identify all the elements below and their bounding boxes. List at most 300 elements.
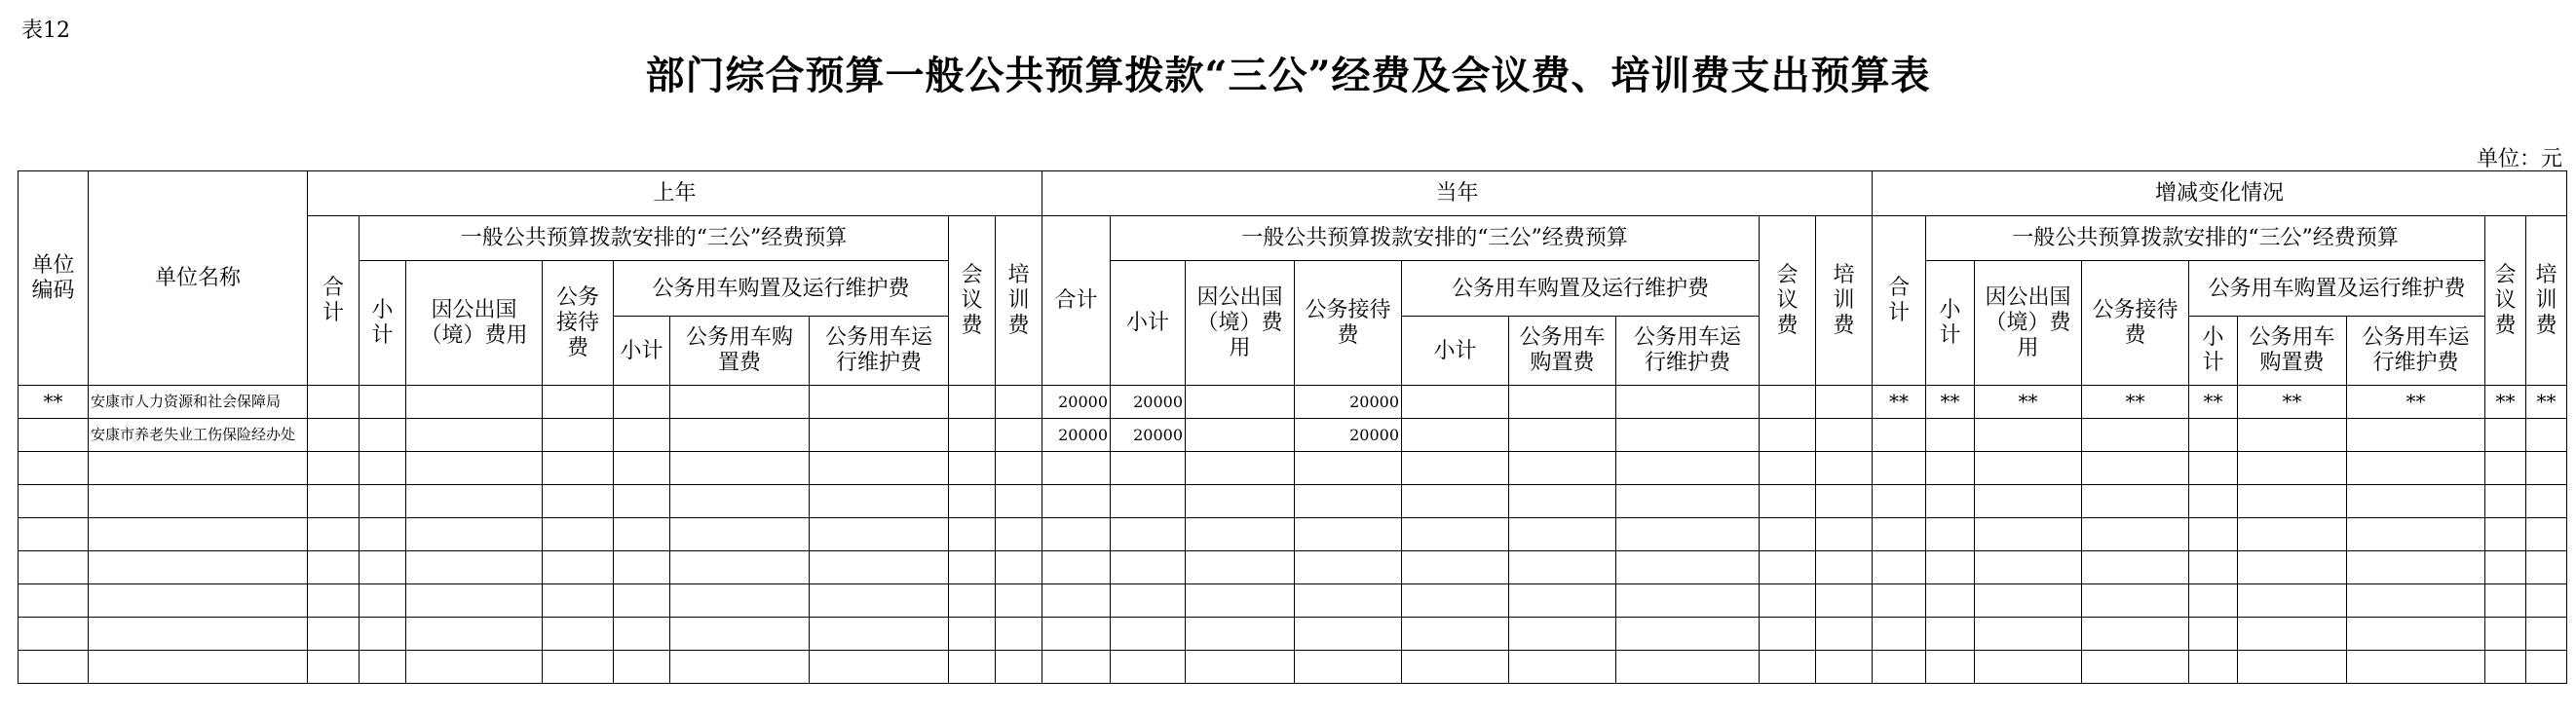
empty-cell	[543, 551, 614, 584]
empty-cell	[2526, 584, 2567, 618]
header-prev-meeting: 会 议 费	[949, 216, 996, 386]
empty-cell	[360, 452, 406, 485]
empty-cell	[406, 618, 543, 651]
empty-cell	[1186, 651, 1295, 684]
empty-cell	[1295, 584, 1402, 618]
empty-cell	[614, 485, 670, 518]
table-cell: **	[1873, 386, 1926, 419]
empty-cell	[308, 518, 360, 551]
empty-cell	[2485, 452, 2526, 485]
header-change-reception: 公务接待 费	[2082, 261, 2189, 386]
empty-cell	[1186, 584, 1295, 618]
empty-cell	[949, 651, 996, 684]
empty-cell	[810, 518, 949, 551]
header-prev-vehicle-operation: 公务用车运 行维护费	[810, 317, 949, 386]
empty-cell	[1760, 651, 1816, 684]
empty-cell	[1186, 518, 1295, 551]
empty-cell	[89, 584, 308, 618]
empty-cell	[1616, 485, 1760, 518]
empty-cell	[670, 551, 810, 584]
header-prev-reception: 公务 接待 费	[543, 261, 614, 386]
empty-cell	[1111, 618, 1186, 651]
empty-cell	[949, 551, 996, 584]
empty-cell	[996, 485, 1042, 518]
empty-cell	[614, 584, 670, 618]
empty-cell	[1111, 584, 1186, 618]
empty-cell	[1975, 452, 2082, 485]
empty-cell	[1873, 651, 1926, 684]
empty-cell	[1509, 518, 1616, 551]
empty-cell	[614, 518, 670, 551]
empty-cell	[1402, 518, 1509, 551]
table-cell	[308, 386, 360, 419]
empty-row	[19, 551, 2567, 584]
header-curr-subtotal: 小计	[1111, 261, 1186, 386]
empty-cell	[360, 518, 406, 551]
empty-cell	[996, 452, 1042, 485]
header-row-2	[19, 216, 2567, 261]
empty-cell	[360, 618, 406, 651]
empty-cell	[949, 485, 996, 518]
header-curr-total: 合计	[1042, 216, 1111, 386]
empty-cell	[89, 518, 308, 551]
empty-cell	[2189, 452, 2238, 485]
empty-cell	[670, 618, 810, 651]
empty-cell	[406, 651, 543, 684]
empty-cell	[2189, 651, 2238, 684]
empty-cell	[308, 485, 360, 518]
empty-cell	[1042, 551, 1111, 584]
empty-cell	[2526, 452, 2567, 485]
table-cell	[614, 386, 670, 419]
empty-cell	[543, 485, 614, 518]
empty-cell	[1816, 584, 1873, 618]
empty-cell	[1402, 551, 1509, 584]
table-cell	[2526, 419, 2567, 452]
empty-cell	[1186, 452, 1295, 485]
empty-cell	[1295, 618, 1402, 651]
empty-cell	[614, 651, 670, 684]
empty-cell	[543, 651, 614, 684]
empty-cell	[1616, 518, 1760, 551]
table-cell: 20000	[1042, 419, 1111, 452]
empty-cell	[360, 584, 406, 618]
header-curr-year: 当年	[1042, 171, 1873, 216]
empty-cell	[1295, 452, 1402, 485]
table-cell	[1816, 386, 1873, 419]
empty-cell	[360, 651, 406, 684]
empty-cell	[1926, 651, 1975, 684]
empty-cell	[308, 551, 360, 584]
header-change-vehicle-purchase: 公务用车 购置费	[2238, 317, 2347, 386]
empty-cell	[810, 551, 949, 584]
empty-cell	[996, 618, 1042, 651]
empty-cell	[2347, 651, 2485, 684]
empty-cell	[2485, 485, 2526, 518]
empty-cell	[2082, 518, 2189, 551]
table-body	[19, 386, 2567, 684]
empty-cell	[1926, 485, 1975, 518]
empty-cell	[308, 618, 360, 651]
empty-cell	[2189, 518, 2238, 551]
empty-cell	[1509, 452, 1616, 485]
empty-cell	[308, 651, 360, 684]
empty-cell	[1760, 551, 1816, 584]
table-cell	[1760, 419, 1816, 452]
header-curr-abroad: 因公出国 （境）费 用	[1186, 261, 1295, 386]
empty-cell	[1509, 551, 1616, 584]
empty-cell	[1186, 618, 1295, 651]
empty-cell	[1402, 651, 1509, 684]
empty-cell	[1926, 518, 1975, 551]
empty-cell	[2485, 618, 2526, 651]
empty-cell	[2189, 551, 2238, 584]
empty-cell	[1873, 584, 1926, 618]
empty-cell	[1295, 518, 1402, 551]
empty-cell	[810, 618, 949, 651]
empty-cell	[19, 584, 89, 618]
empty-cell	[1402, 452, 1509, 485]
empty-cell	[2347, 485, 2485, 518]
empty-cell	[1616, 618, 1760, 651]
empty-cell	[2347, 452, 2485, 485]
empty-cell	[19, 618, 89, 651]
empty-cell	[2238, 618, 2347, 651]
empty-cell	[810, 651, 949, 684]
table-cell: **	[2082, 386, 2189, 419]
table-row	[19, 419, 2567, 452]
empty-cell	[1926, 618, 1975, 651]
empty-cell	[19, 651, 89, 684]
empty-cell	[1975, 518, 2082, 551]
empty-cell	[670, 518, 810, 551]
empty-cell	[1975, 584, 2082, 618]
empty-cell	[670, 584, 810, 618]
empty-cell	[2189, 618, 2238, 651]
empty-cell	[614, 551, 670, 584]
unit-code-cell	[19, 419, 89, 452]
empty-cell	[360, 551, 406, 584]
table-number: 表12	[21, 19, 70, 43]
empty-cell	[2347, 618, 2485, 651]
empty-cell	[2238, 651, 2347, 684]
empty-cell	[614, 452, 670, 485]
empty-cell	[1873, 518, 1926, 551]
header-prev-year: 上年	[308, 171, 1042, 216]
table-row	[19, 386, 2567, 419]
header-change-vehicle: 公务用车购置及运行维护费	[2189, 261, 2485, 317]
empty-cell	[949, 618, 996, 651]
empty-cell	[1295, 485, 1402, 518]
table-cell: **	[2526, 386, 2567, 419]
header-prev-training: 培 训 费	[996, 216, 1042, 386]
empty-cell	[19, 518, 89, 551]
empty-cell	[89, 452, 308, 485]
empty-cell	[19, 452, 89, 485]
header-change: 增减变化情况	[1873, 171, 2567, 216]
header-unit-code: 单位 编码	[19, 171, 89, 386]
empty-cell	[670, 651, 810, 684]
empty-cell	[1186, 485, 1295, 518]
empty-cell	[1816, 618, 1873, 651]
header-curr-reception: 公务接待 费	[1295, 261, 1402, 386]
empty-row	[19, 618, 2567, 651]
empty-cell	[810, 485, 949, 518]
empty-cell	[1111, 651, 1186, 684]
empty-cell	[1760, 584, 1816, 618]
empty-cell	[2082, 551, 2189, 584]
empty-cell	[1926, 551, 1975, 584]
header-prev-vehicle-subtotal: 小计	[614, 317, 670, 386]
header-curr-vehicle-purchase: 公务用车 购置费	[1509, 317, 1616, 386]
table-cell: 20000	[1042, 386, 1111, 419]
empty-cell	[89, 618, 308, 651]
header-row-3	[19, 261, 2567, 317]
empty-cell	[2526, 618, 2567, 651]
empty-cell	[2082, 452, 2189, 485]
empty-cell	[308, 452, 360, 485]
empty-cell	[1926, 452, 1975, 485]
empty-cell	[1873, 551, 1926, 584]
empty-cell	[1873, 452, 1926, 485]
empty-cell	[1926, 584, 1975, 618]
empty-cell	[1873, 618, 1926, 651]
empty-cell	[996, 518, 1042, 551]
empty-cell	[308, 584, 360, 618]
empty-row	[19, 651, 2567, 684]
table-cell: **	[2485, 386, 2526, 419]
empty-cell	[2526, 551, 2567, 584]
empty-cell	[2526, 518, 2567, 551]
table-cell	[2238, 419, 2347, 452]
empty-cell	[1042, 485, 1111, 518]
empty-cell	[2189, 584, 2238, 618]
table-cell	[406, 386, 543, 419]
empty-cell	[406, 551, 543, 584]
table-cell: **	[2238, 386, 2347, 419]
table-cell	[949, 386, 996, 419]
table-cell	[543, 386, 614, 419]
empty-cell	[614, 618, 670, 651]
unit-label: 单位：元	[2476, 147, 2562, 171]
empty-cell	[2238, 551, 2347, 584]
empty-cell	[19, 551, 89, 584]
empty-row	[19, 452, 2567, 485]
header-curr-training: 培 训 费	[1816, 216, 1873, 386]
empty-cell	[2485, 518, 2526, 551]
empty-cell	[1509, 584, 1616, 618]
empty-cell	[2238, 584, 2347, 618]
empty-cell	[2485, 651, 2526, 684]
table-cell: **	[1926, 386, 1975, 419]
empty-cell	[810, 584, 949, 618]
unit-name-cell: 安康市人力资源和社会保障局	[89, 386, 308, 419]
empty-cell	[2526, 485, 2567, 518]
header-prev-three-public: 一般公共预算拨款安排的“三公”经费预算	[360, 216, 949, 261]
empty-cell	[2347, 584, 2485, 618]
empty-cell	[1111, 452, 1186, 485]
empty-cell	[670, 452, 810, 485]
unit-code-cell: **	[19, 386, 89, 419]
empty-cell	[2082, 618, 2189, 651]
empty-cell	[1042, 618, 1111, 651]
empty-cell	[2238, 485, 2347, 518]
table-cell	[1509, 386, 1616, 419]
empty-cell	[2082, 651, 2189, 684]
empty-cell	[1042, 584, 1111, 618]
empty-cell	[1402, 618, 1509, 651]
empty-cell	[1816, 485, 1873, 518]
empty-cell	[949, 584, 996, 618]
empty-cell	[89, 651, 308, 684]
empty-cell	[89, 551, 308, 584]
empty-cell	[949, 452, 996, 485]
empty-cell	[19, 485, 89, 518]
empty-cell	[2238, 518, 2347, 551]
empty-cell	[1616, 452, 1760, 485]
empty-cell	[2347, 551, 2485, 584]
empty-cell	[1816, 452, 1873, 485]
empty-cell	[1186, 551, 1295, 584]
table-cell	[1926, 419, 1975, 452]
header-curr-vehicle-operation: 公务用车运 行维护费	[1616, 317, 1760, 386]
table-cell	[670, 419, 810, 452]
empty-cell	[1042, 651, 1111, 684]
empty-cell	[1111, 485, 1186, 518]
header-prev-abroad: 因公出国 （境）费用	[406, 261, 543, 386]
header-prev-vehicle-purchase: 公务用车购 置费	[670, 317, 810, 386]
table-cell: 20000	[1295, 386, 1402, 419]
empty-row	[19, 518, 2567, 551]
table-cell	[2485, 419, 2526, 452]
empty-cell	[1616, 584, 1760, 618]
empty-cell	[1975, 485, 2082, 518]
empty-cell	[996, 551, 1042, 584]
empty-cell	[1975, 551, 2082, 584]
empty-cell	[1616, 551, 1760, 584]
table-cell	[1873, 419, 1926, 452]
empty-cell	[543, 518, 614, 551]
empty-cell	[1760, 618, 1816, 651]
table-cell	[543, 419, 614, 452]
table-cell	[360, 386, 406, 419]
unit-name-cell: 安康市养老失业工伤保险经办处	[89, 419, 308, 452]
table-cell: 20000	[1111, 386, 1186, 419]
table-cell	[1186, 419, 1295, 452]
empty-cell	[89, 485, 308, 518]
empty-cell	[1760, 452, 1816, 485]
header-change-subtotal: 小 计	[1926, 261, 1975, 386]
table-cell	[1975, 419, 2082, 452]
header-curr-meeting: 会 议 费	[1760, 216, 1816, 386]
header-change-abroad: 因公出国 （境）费 用	[1975, 261, 2082, 386]
empty-cell	[543, 452, 614, 485]
empty-cell	[406, 452, 543, 485]
empty-cell	[1760, 485, 1816, 518]
table-cell	[1760, 386, 1816, 419]
header-change-three-public: 一般公共预算拨款安排的“三公”经费预算	[1926, 216, 2485, 261]
empty-cell	[1042, 452, 1111, 485]
empty-cell	[2526, 651, 2567, 684]
empty-cell	[996, 651, 1042, 684]
empty-cell	[543, 584, 614, 618]
table-cell	[1816, 419, 1873, 452]
header-unit-name: 单位名称	[89, 171, 308, 386]
empty-cell	[2347, 518, 2485, 551]
empty-cell	[1111, 518, 1186, 551]
empty-cell	[406, 485, 543, 518]
table-cell	[308, 419, 360, 452]
empty-cell	[406, 584, 543, 618]
header-change-vehicle-subtotal: 小 计	[2189, 317, 2238, 386]
empty-cell	[1295, 651, 1402, 684]
budget-table	[18, 170, 2567, 684]
table-cell	[1186, 386, 1295, 419]
empty-cell	[1816, 551, 1873, 584]
empty-cell	[1975, 651, 2082, 684]
empty-row	[19, 485, 2567, 518]
empty-cell	[2238, 452, 2347, 485]
table-cell	[2347, 419, 2485, 452]
empty-cell	[1816, 518, 1873, 551]
empty-row	[19, 584, 2567, 618]
table-cell	[614, 419, 670, 452]
empty-cell	[360, 485, 406, 518]
table-cell	[810, 386, 949, 419]
table-cell	[996, 386, 1042, 419]
empty-cell	[670, 485, 810, 518]
header-curr-three-public: 一般公共预算拨款安排的“三公”经费预算	[1111, 216, 1760, 261]
table-cell	[1402, 419, 1509, 452]
table-cell	[949, 419, 996, 452]
table-cell	[1616, 419, 1760, 452]
table-cell	[2082, 419, 2189, 452]
table-cell: **	[1975, 386, 2082, 419]
empty-cell	[406, 518, 543, 551]
header-change-training: 培 训 费	[2526, 216, 2567, 386]
page-title: 部门综合预算一般公共预算拨款“三公”经费及会议费、培训费支出预算表	[645, 53, 1931, 98]
empty-cell	[1402, 584, 1509, 618]
table-cell	[670, 386, 810, 419]
header-prev-vehicle: 公务用车购置及运行维护费	[614, 261, 949, 317]
table-cell: **	[2189, 386, 2238, 419]
table-cell	[360, 419, 406, 452]
empty-cell	[1111, 551, 1186, 584]
empty-cell	[543, 618, 614, 651]
empty-cell	[949, 518, 996, 551]
empty-cell	[2189, 485, 2238, 518]
table-cell: **	[2347, 386, 2485, 419]
header-prev-total: 合 计	[308, 216, 360, 386]
header-row-1	[19, 171, 2567, 216]
empty-cell	[996, 584, 1042, 618]
empty-cell	[2485, 584, 2526, 618]
table-cell	[406, 419, 543, 452]
empty-cell	[2082, 584, 2189, 618]
table-cell	[1402, 386, 1509, 419]
header-change-total: 合 计	[1873, 216, 1926, 386]
empty-cell	[1873, 485, 1926, 518]
header-curr-vehicle-subtotal: 小计	[1402, 317, 1509, 386]
empty-cell	[2082, 485, 2189, 518]
empty-cell	[1975, 618, 2082, 651]
header-curr-vehicle: 公务用车购置及运行维护费	[1402, 261, 1760, 317]
empty-cell	[1402, 485, 1509, 518]
table-cell	[2189, 419, 2238, 452]
header-prev-subtotal: 小 计	[360, 261, 406, 386]
empty-cell	[1509, 618, 1616, 651]
empty-cell	[1509, 651, 1616, 684]
